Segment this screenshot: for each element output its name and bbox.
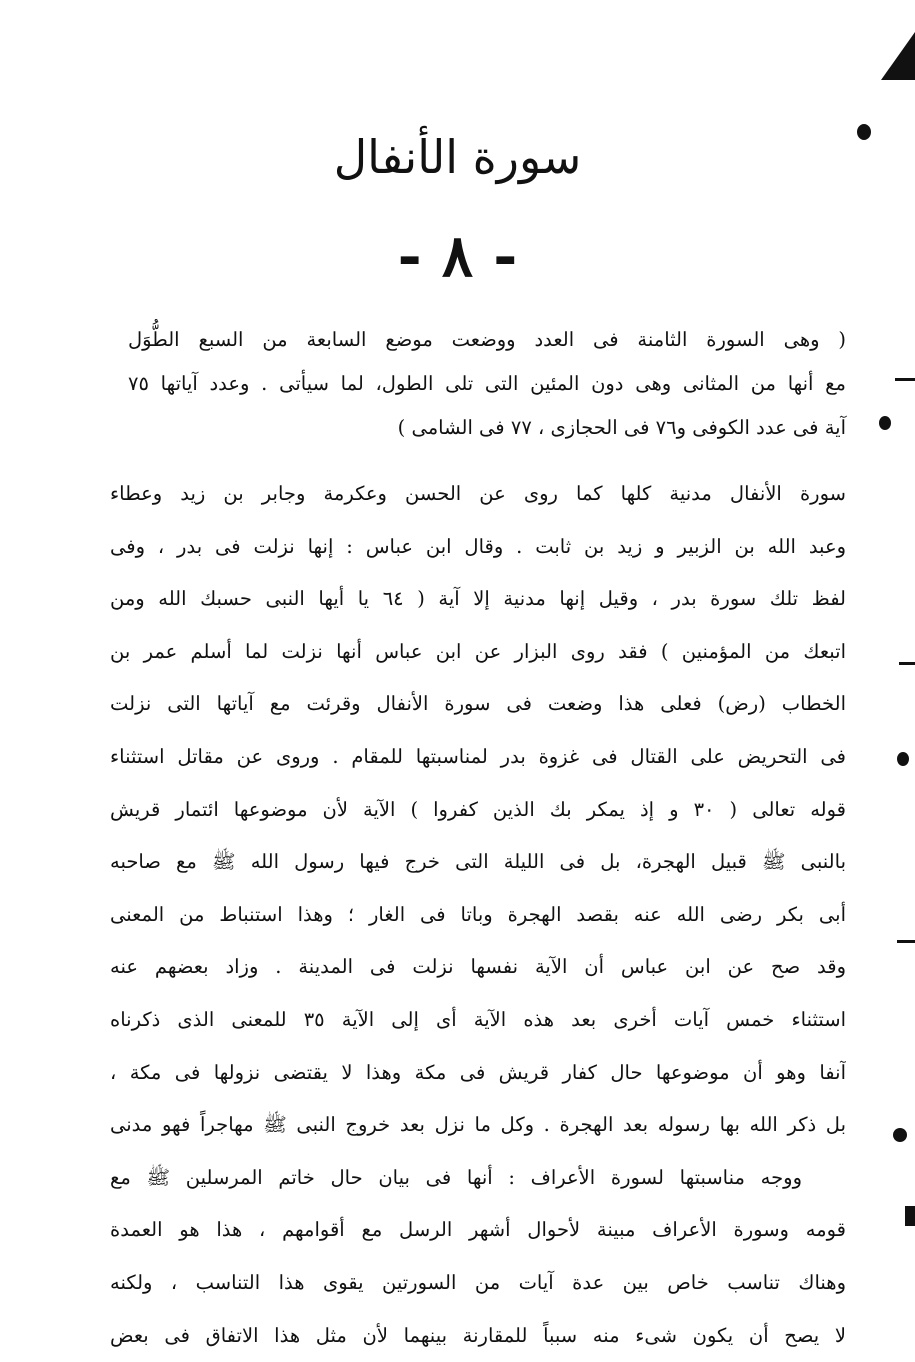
scan-corner-mark	[881, 32, 915, 80]
body-line: سورة الأنفال مدنية كلها كما روى عن الحسن وعكرمة وجابر بن زيد وعطاء	[110, 468, 846, 521]
body-line: بل ذكر الله بها رسوله بعد الهجرة . وكل ما نزل بعد خروج النبى ﷺ مهاجراً فهو مدنى	[110, 1099, 846, 1152]
intro-line: ( وهى السورة الثامنة فى العدد ووضعت موضع السابعة من السبع الطُّوَل	[128, 318, 846, 362]
body-line: فى التحريض على القتال فى غزوة بدر لمناسبتها للمقام . وروى عن مقاتل استثناء	[110, 731, 846, 784]
scan-margin-line	[905, 1206, 915, 1226]
scan-margin-line	[899, 662, 915, 665]
body-line: وعبد الله بن الزبير و زيد بن ثابت . وقال ابن عباس : إنها نزلت فى بدر ، وفى	[110, 521, 846, 574]
body-line: الخطاب (رض) فعلى هذا وضعت فى سورة الأنفال وقرئت مع آياتها التى نزلت	[110, 678, 846, 731]
body-line: استثناء خمس آيات أخرى بعد هذه الآية أى إلى الآية ٣٥ للمعنى الذى ذكرناه	[110, 994, 846, 1047]
surah-title: سورة الأنفال	[0, 130, 915, 184]
body-line: لا يصح أن يكون شىء منه سبباً للمقارنة بينهما لأن مثل هذا الاتفاق فى بعض	[110, 1310, 846, 1362]
intro-line: آية فى عدد الكوفى و٧٦ فى الحجازى ، ٧٧ فى الشامى )	[128, 406, 846, 450]
body-line: آنفا وهو أن موضوعها حال كفار قريش فى مكة وهذا لا يقتضى نزولها فى مكة ،	[110, 1047, 846, 1100]
body-line: قوله تعالى ( ٣٠ و إذ يمكر بك الذين كفروا ) الآية لأن موضوعها ائتمار قريش	[110, 784, 846, 837]
body-line: وقد صح عن ابن عباس أن الآية نفسها نزلت فى المدينة . وزاد بعضهم عنه	[110, 941, 846, 994]
body-line: قومه وسورة الأعراف مبينة لأحوال أشهر الرسل مع أقوامهم ، هذا هو العمدة	[110, 1204, 846, 1257]
scan-margin-dot	[897, 752, 909, 766]
surah-number: - ٨ -	[0, 222, 915, 290]
body-line: ووجه مناسبتها لسورة الأعراف : أنها فى بيان حال خاتم المرسلين ﷺ مع	[110, 1152, 846, 1205]
body-line: اتبعك من المؤمنين ) فقد روى البزار عن ابن عباس أنها نزلت لما أسلم عمر بن	[110, 626, 846, 679]
scan-margin-line	[895, 378, 915, 381]
scan-margin-dot	[893, 1128, 907, 1142]
intro-line: مع أنها من المثانى وهى دون المئين التى تلى الطول، لما سيأتى . وعدد آياتها ٧٥	[128, 362, 846, 406]
body-line: وهناك تناسب خاص بين عدة آيات من السورتين يقوى هذا التناسب ، ولكنه	[110, 1257, 846, 1310]
body-line: أبى بكر رضى الله عنه بقصد الهجرة وباتا فى الغار ؛ وهذا استنباط من المعنى	[110, 889, 846, 942]
body-line: لفظ تلك سورة بدر ، وقيل إنها مدنية إلا آية ( ٦٤ يا أيها النبى حسبك الله ومن	[110, 573, 846, 626]
scan-margin-dot	[879, 416, 891, 430]
intro-paragraph	[128, 318, 846, 450]
body-paragraphs	[110, 468, 846, 1362]
body-line: بالنبى ﷺ قبيل الهجرة، بل فى الليلة التى خرج فيها رسول الله ﷺ مع صاحبه	[110, 836, 846, 889]
scan-margin-line	[897, 940, 915, 943]
